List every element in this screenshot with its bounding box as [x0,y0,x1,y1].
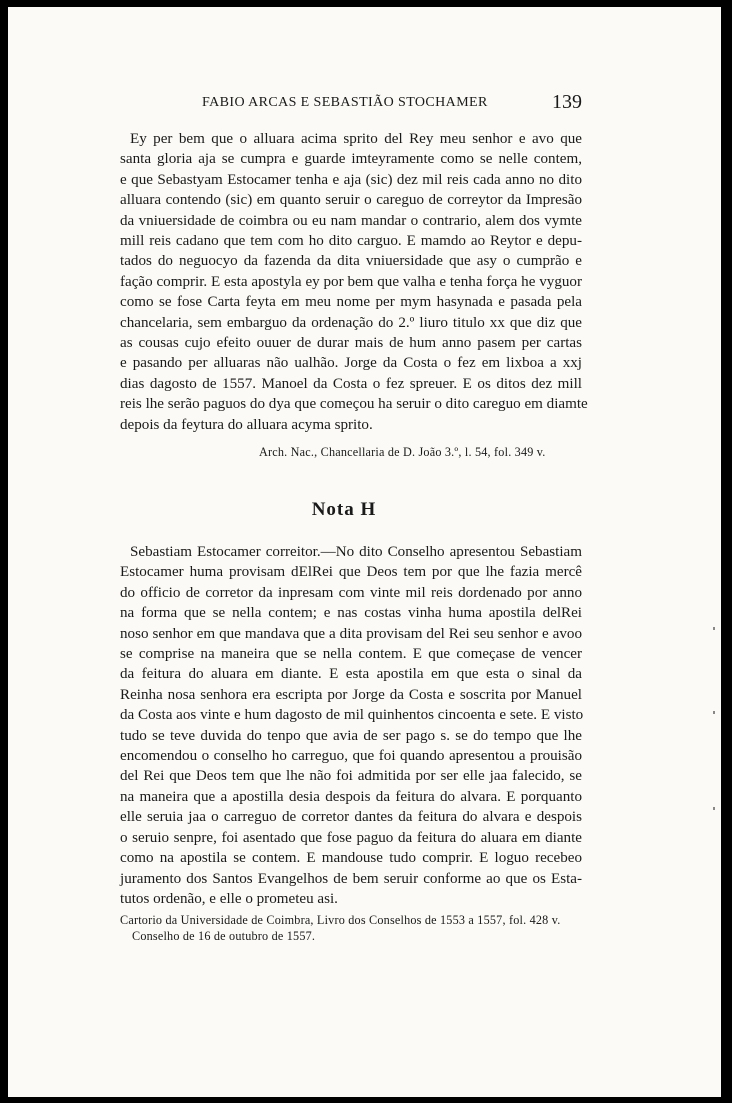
text-line: do officio de corretor da inpresam com vinte mil reis dordenado por anno [120,584,582,601]
text-line: e pasando per alluaras não ualhão. Jorge da Costa o fez em lixboa a xxj [120,355,582,372]
text-line: Sebastiam Estocamer correitor.—No dito Conselho apresentou Sebastiam [130,544,582,560]
paragraph-nota-h [120,542,582,909]
text-line: Ey per bem que o alluara acima sprito del Rey meu senhor e avo que [130,131,582,147]
document-page [8,7,721,1097]
text-line: da vniuersidade de coimbra ou eu nam mandar o contrario, alem dos vymte [120,212,582,229]
text-line: tudo se teve duvida do tenpo que avia de ser pago s. se do tempo que lhe [120,727,582,744]
text-line: as cousas cujo efeito ouuer de durar mais de hum anno pasem per cartas [120,335,582,352]
text-line: depois da feytura do alluara acyma sprito. [120,416,373,433]
text-line: mill reis cadano que tem com ho dito carguo. E mamdo ao Reytor e depu- [120,233,582,250]
margin-mark [713,627,715,630]
text-line: encomendou o conselho ho carreguo, que foi quando apresentou a prouisão [120,748,582,765]
margin-mark [713,807,715,810]
text-line: como na apostila se contem. E mandouse tudo comprir. E loguo recebeo [120,850,582,867]
page-header [8,93,721,115]
text-line: tados do neguocyo da fazenda da dita vniuersidade que asy o cumprão e [120,253,582,270]
text-line: na maneira que a apostilla desia despois da feitura do alvara. E porquanto [120,788,582,805]
text-line: da Costa aos vinte e hum dagosto de mil quinhentos cincoenta e sete. E visto [120,707,584,724]
citation-archive: Arch. Nac., Chancellaria de D. João 3.º, l. 54, fol. 349 v. [259,445,546,459]
text-line: tutos ordenão, e elle o prometeu asi. [120,890,338,907]
running-title: FABIO ARCAS E SEBASTIÃO STOCHAMER [202,95,488,110]
text-line: da feitura do aluara em diante. E esta apostila em que esta o sinal da [120,666,582,683]
text-line: del Rei que Deos tem que lhe não foi admitida por ser elle jaa falecido, se [120,768,582,785]
text-line: se comprise na maneira que se nella contem. E que começase de vencer [120,646,582,663]
citation-cartorio: Cartorio da Universidade de Coimbra, Livro dos Conselhos de 1553 a 1557, fol. 428 v. [120,913,561,927]
text-line: fação comprir. E esta apostyla ey por bem que valha e tenha força he vyguor [120,273,582,290]
text-line: elle seruia jaa o carreguo de corretor dantes da feitura do alvara e despois [120,809,582,826]
margin-mark [713,711,715,714]
text-line: na forma que se nella contem; e nas costas vinha huma apostila delRei [120,605,582,622]
text-line: e que Sebastyam Estocamer tenha e aja (sic) dez mil reis cada anno no dito [120,171,582,188]
text-line: Estocamer huma provisam dElRei que Deos tem por que lhe fazia mercê [120,564,582,581]
text-line: Reinha nosa senhora era escripta por Jorge da Costa e soscrita por Manuel [120,686,582,703]
text-line: noso senhor em que mandava que a dita provisam del Rei seu senhor e avoo [120,625,582,642]
text-line: juramento dos Santos Evangelhos de bem seruir conforme ao que os Esta- [120,870,582,887]
text-line: o seruio senpre, foi asentado que fose paguo da feitura do aluara em diante [120,829,582,846]
text-line: como se fose Carta feyta em meu nome per mym hasynada e pasada pela [120,294,582,311]
citation-conselho: Conselho de 16 de outubro de 1557. [132,929,316,943]
page-number: 139 [552,91,582,113]
note-heading: Nota H [311,499,377,520]
text-line: chancelaria, sem embarguo da ordenação do 2.º liuro titulo xx que diz que [120,314,582,331]
text-line: santa gloria aja se cumpra e guarde imteyramente como se nelle contem, [120,151,582,168]
text-line: alluara contendo (sic) em quanto seruir o careguo de correytor da Impresão [120,192,582,209]
text-line: reis lhe serão paguos do dya que começou ha seruir o dito careguo em diamte [120,396,588,413]
paragraph-alvara [120,129,588,435]
text-line: dias dagosto de 1557. Manoel da Costa o fez spreuer. E os ditos dez mill [120,375,582,392]
